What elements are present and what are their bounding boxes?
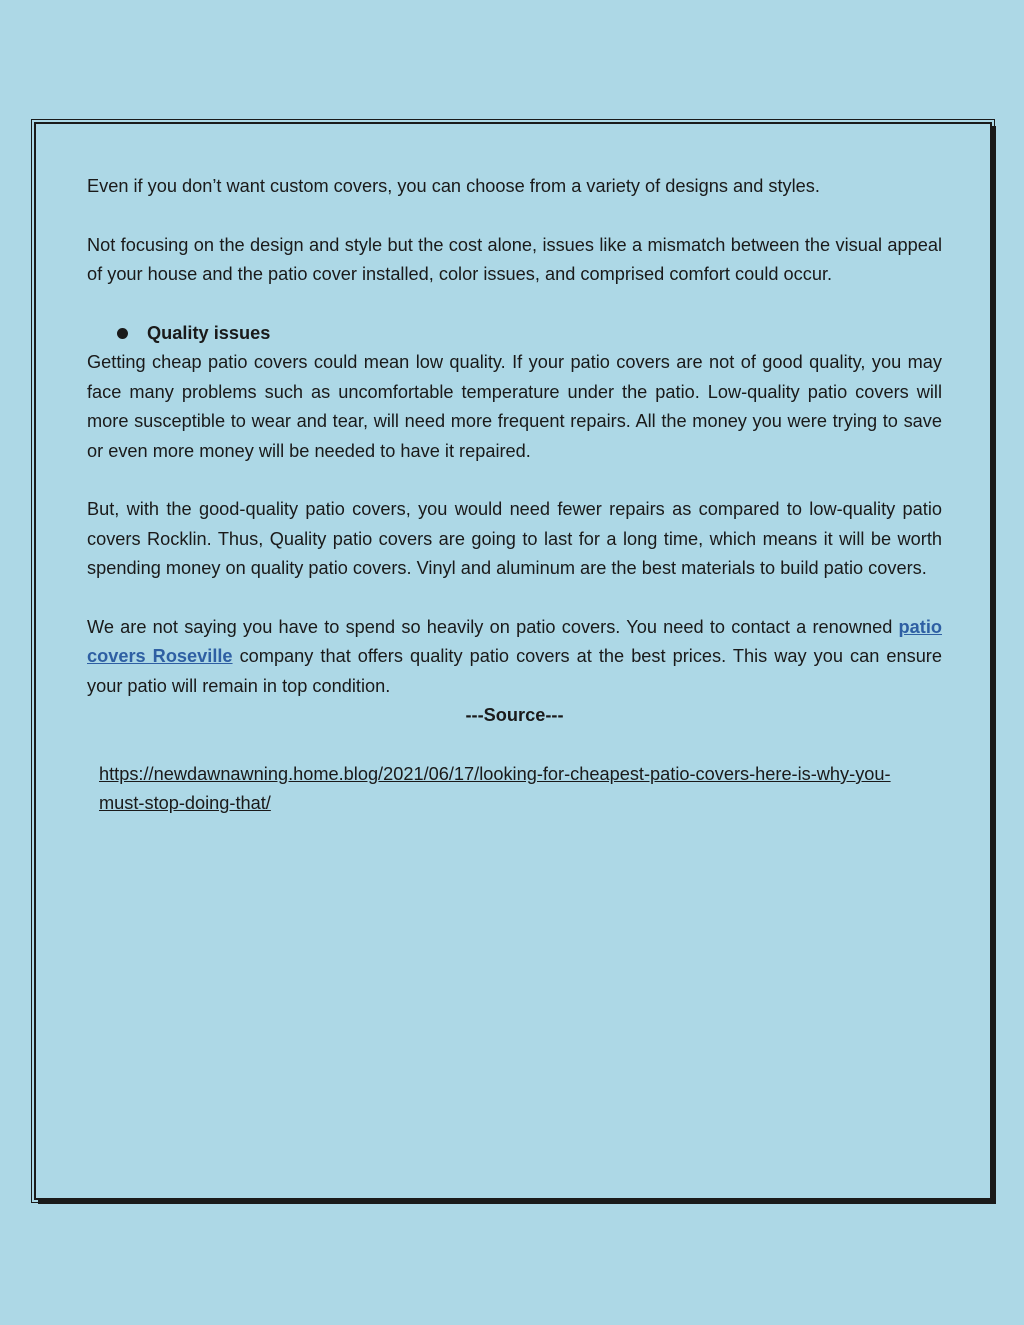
paragraph-roseville-text-a: We are not saying you have to spend so heavily on patio covers. You need to contact a renowned xyxy=(87,617,899,638)
patio-covers-roseville-link[interactable]: patio covers Roseville xyxy=(87,617,942,667)
source-label: ---Source--- xyxy=(465,705,564,726)
bullet-dot-icon xyxy=(117,328,128,339)
source-url-link[interactable]: https://newdawnawning.home.blog/2021/06/17/looking-for-cheapest-patio-covers-here-is-why-you-must-stop-doing-that/ xyxy=(99,764,891,814)
paragraph-good-quality: But, with the good-quality patio covers, you would need fewer repairs as compared to low-quality patio covers Rocklin. Thus, Quality patio covers are going to last for a long time, which means it will be worth spending money on quality patio covers. Vinyl and aluminum are the best materials to build patio covers. xyxy=(87,499,942,579)
paragraph-roseville xyxy=(87,613,942,701)
bullet-heading-label: Quality issues xyxy=(147,323,271,343)
paragraph-roseville-text-b: company that offers quality patio covers at the best prices. This way you can ensure your patio will remain in top condition. xyxy=(87,646,942,696)
paragraph-custom-covers: Even if you don’t want custom covers, you can choose from a variety of designs and styles. xyxy=(87,176,820,196)
bullet-quality-issues xyxy=(87,319,942,348)
document-body xyxy=(87,172,942,848)
paragraph-design-style: Not focusing on the design and style but the cost alone, issues like a mismatch between the visual appeal of your house and the patio cover installed, color issues, and comprised comfort could occur. xyxy=(87,234,942,285)
paragraph-quality: Getting cheap patio covers could mean low quality. If your patio covers are not of good quality, you may face many problems such as uncomfortable temperature under the patio. Low-quality patio covers will more susceptible to wear and tear, will need more frequent repairs. All the money you were trying to save or even more money will be needed to have it repaired. xyxy=(87,352,942,461)
